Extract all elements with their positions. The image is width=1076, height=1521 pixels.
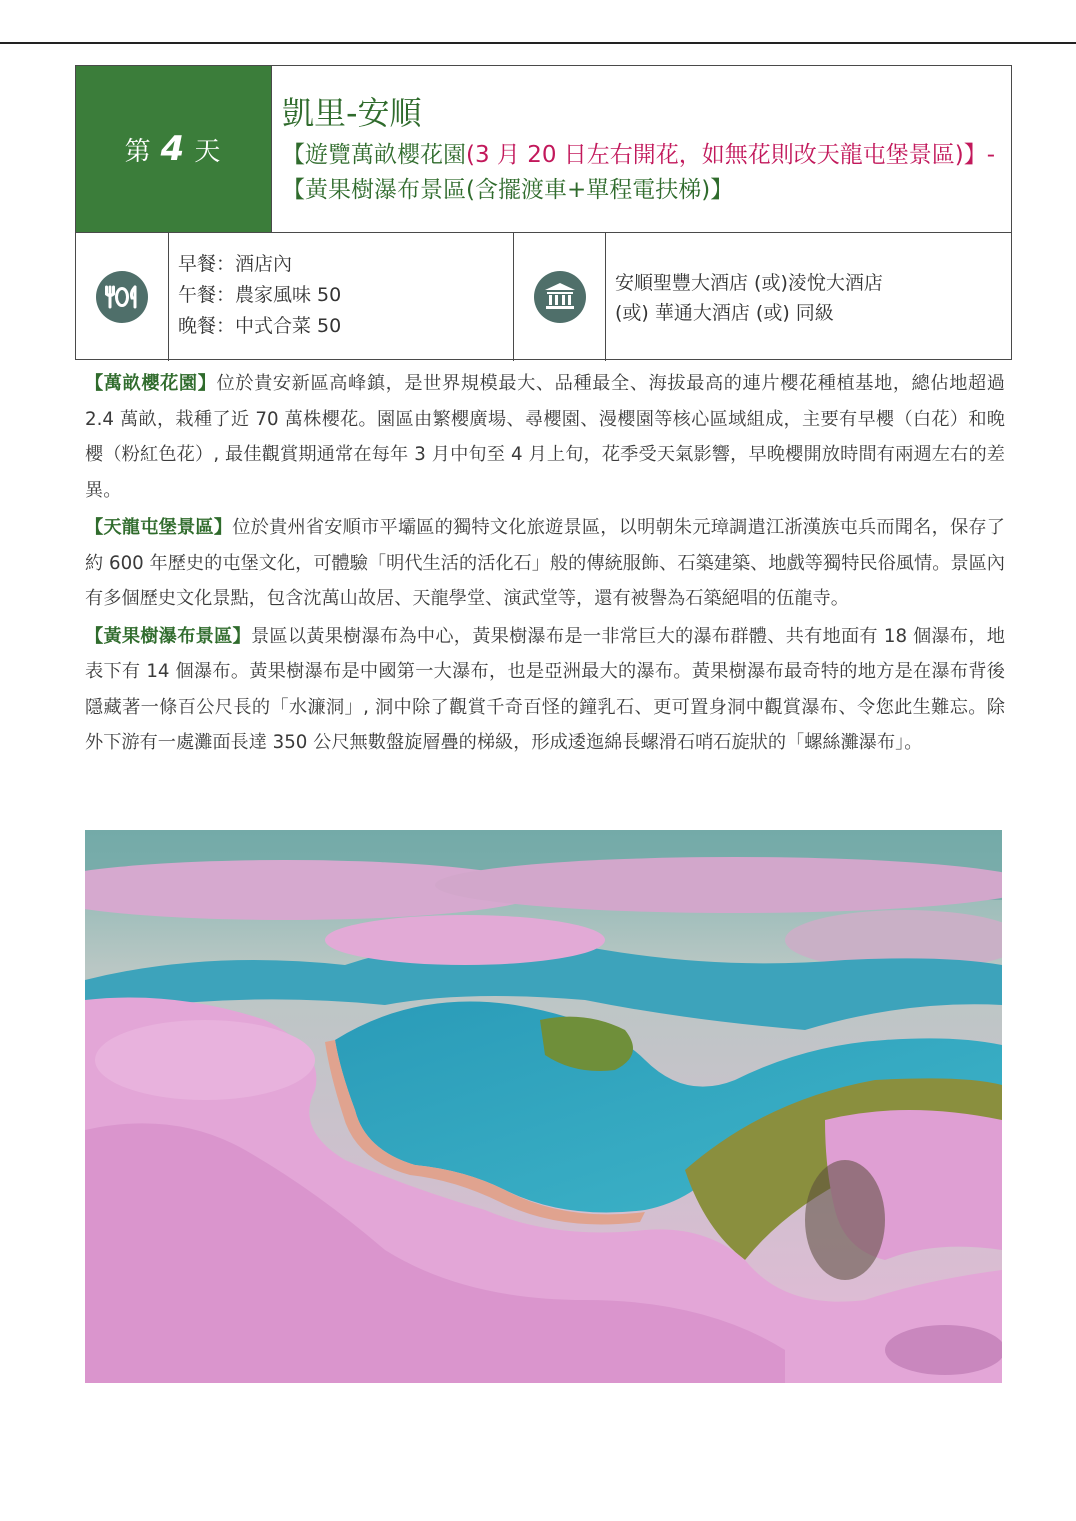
building-icon xyxy=(534,271,586,323)
description xyxy=(85,366,1005,763)
day-prefix: 第 xyxy=(124,136,153,167)
meal-breakfast: 早餐：酒店內 xyxy=(178,253,293,275)
section-tianlong-tunpu xyxy=(85,510,1005,617)
section-cherry-garden xyxy=(85,366,1005,508)
section-text: 位於貴州省安順市平壩區的獨特文化旅遊景區，以明朝朱元璋調遣江浙漢族屯兵而聞名，保存了約 600 年歷史的屯堡文化，可體驗「明代生活的活化石」般的傳統服飾、石築建築、地戲等獨特民俗風情。景區內有多個歷史文化景點，包含沈萬山故居、天龍學堂、演武堂等，還有被譽為石築絕唱的伍龍寺。 xyxy=(85,517,1005,609)
hotel-info xyxy=(615,268,883,328)
section-heading: 【黃果樹瀑布景區】 xyxy=(85,625,251,647)
itinerary-header-table xyxy=(75,65,1012,360)
cherry-blossom-lake-photo xyxy=(85,830,1002,1383)
section-heading: 【萬畝櫻花園】 xyxy=(85,373,217,394)
section-text: 景區以黃果樹瀑布為中心，黃果樹瀑布是一非常巨大的瀑布群體、共有地面有 18 個瀑布，地表下有 14 個瀑布。黃果樹瀑布是中國第一大瀑布，也是亞洲最大的瀑布。黃果樹瀑布最奇特的地方是在瀑布背後隱藏著一條百公尺長的「水濂洞」, 洞中除了觀賞千奇百怪的鐘乳石、更可置身洞中觀賞瀑布、令您此生難忘。除外下游有一處灘面長達 350 公尺無數盤旋層疊的梯級，形成逶迤綿長螺滑石哨石旋狀的「螺絲灘瀑布」。 xyxy=(85,625,1005,753)
top-divider xyxy=(0,42,1076,44)
title-line-2-c: 】 xyxy=(710,177,734,203)
title-line-1 xyxy=(282,138,1011,173)
title-line-1-a: 【遊覽萬畝櫻花園 xyxy=(282,142,466,168)
day-suffix: 天 xyxy=(194,136,223,167)
hotel-line-1: 安順聖豐大酒店 (或)淩悅大酒店 xyxy=(615,272,883,294)
title-line-2-b: (含擺渡車+單程電扶梯) xyxy=(466,177,711,203)
info-row xyxy=(76,232,1011,361)
title-line-2-a: 【黃果樹瀑布景區 xyxy=(282,177,466,203)
title-line-1-b: (3 月 20 日左右開花，如無花則改天龍屯堡景區) xyxy=(466,142,964,168)
day-label xyxy=(76,66,271,232)
hotel-line-2: (或) 華通大酒店 (或) 同級 xyxy=(615,302,834,324)
section-text: 位於貴安新區高峰鎮，是世界規模最大、品種最全、海拔最高的連片櫻花種植基地，總佔地超過 2.4 萬畝，栽種了近 70 萬株櫻花。園區由繁櫻廣場、尋櫻園、漫櫻園等核心區域組成，主要有早櫻（白花）和晚櫻（粉紅色花）, 最佳觀賞期通常在每年 3 月中旬至 4 月上旬，花季受天氣影響，早晚櫻開放時間有兩週左右的差異。 xyxy=(85,373,1005,501)
section-huangguoshu xyxy=(85,619,1005,761)
title-line-2 xyxy=(282,173,1011,208)
utensils-icon xyxy=(96,271,148,323)
meal-icon-cell xyxy=(76,233,169,361)
title-cell xyxy=(271,66,1011,232)
meal-lunch: 午餐：農家風味 50 xyxy=(178,284,342,306)
day-number: 4 xyxy=(160,129,187,169)
meal-dinner: 晚餐：中式合菜 50 xyxy=(178,315,342,337)
route-title: 凱里-安順 xyxy=(282,94,422,132)
section-heading: 【天龍屯堡景區】 xyxy=(85,517,233,538)
hotel-icon-cell xyxy=(513,233,606,361)
title-line-1-c: 】- xyxy=(963,142,996,168)
meals-list xyxy=(178,249,341,342)
